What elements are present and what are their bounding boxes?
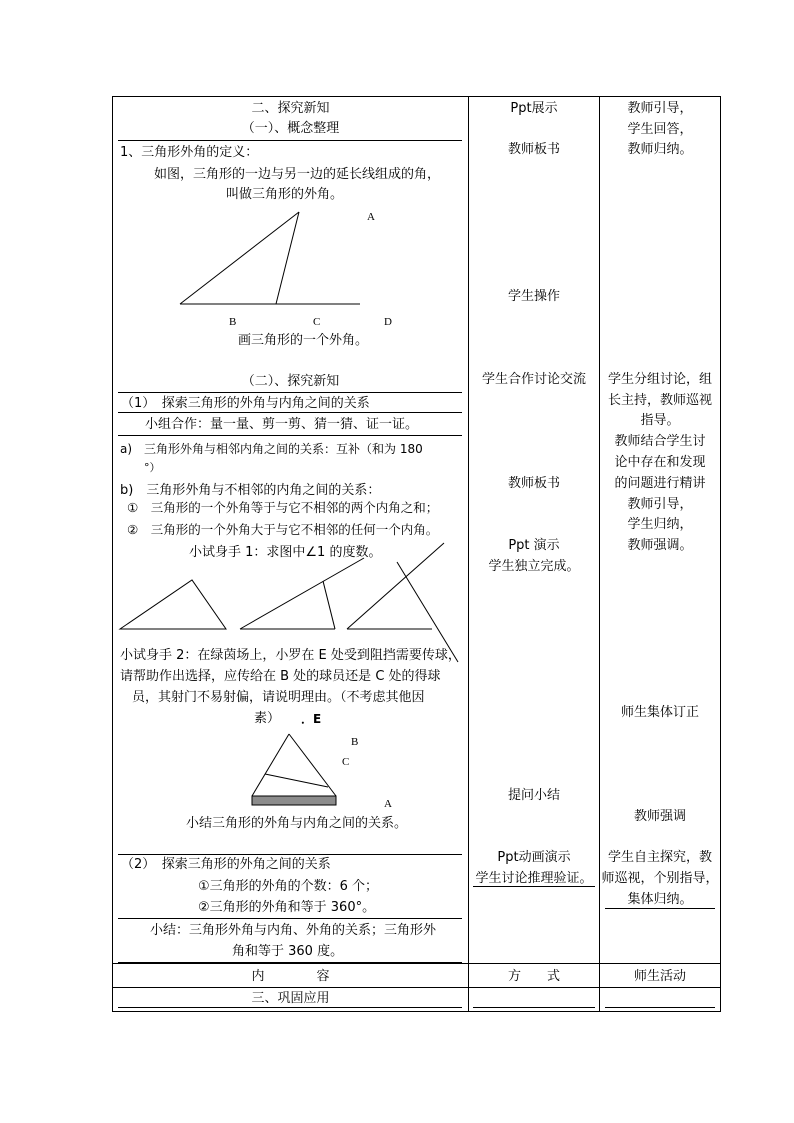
draw-task: 画三角形的一个外角。: [238, 333, 369, 348]
activity-17: 集体归纳。: [627, 892, 693, 907]
activity-13: 师生集体订正: [620, 705, 699, 720]
exercise-2-line-4: 素）: [254, 711, 281, 726]
label-a: A: [367, 211, 375, 223]
activity-9: 的问题进行精讲: [614, 476, 706, 491]
activity-7: 教师结合学生讨: [614, 434, 706, 449]
method-ppt-animation: Ppt动画演示: [497, 850, 571, 865]
segment-b-a: [180, 212, 299, 304]
subsection-concepts: （一）、概念整理: [241, 121, 340, 136]
label-c: C: [313, 316, 321, 328]
method-board-1: 教师板书: [507, 142, 560, 157]
definition-line-1: 如图，三角形的一边与另一边的延长线组成的角，: [154, 167, 441, 182]
method-cooperate: 学生合作讨论交流: [481, 372, 586, 387]
goal-bar: [252, 796, 336, 805]
label-c-soccer: C: [342, 756, 350, 768]
relation-b-1: ① 三角形的一个外角等于与它不相邻的两个内角之和；: [127, 500, 439, 515]
exercise-2-line-3: 员，其射门不易射偏，请说明理由。（不考虑其他因: [132, 690, 425, 705]
activity-2: 学生回答，: [627, 122, 693, 137]
header-content: 内 容: [251, 969, 330, 984]
method-reasoning: 学生讨论推理验证。: [475, 871, 593, 886]
method-independent: 学生独立完成。: [488, 559, 580, 574]
activity-16: 师巡视，个别指导，: [601, 871, 719, 886]
activity-4: 学生分组讨论，组: [607, 372, 712, 387]
relation-b-2: ② 三角形的一个外角大于与它不相邻的任何一个内角。: [127, 522, 439, 537]
activity-6: 指导。: [640, 413, 680, 428]
activity-12: 教师强调。: [627, 538, 693, 553]
section-consolidate: 三、巩固应用: [251, 991, 330, 1006]
relation-b-line: b) 三角形外角与不相邻的内角之间的关系：: [120, 483, 381, 498]
explore-2-title: （2） 探索三角形的外角之间的关系: [121, 857, 331, 872]
label-b-soccer: B: [351, 736, 359, 748]
line-e-left: [252, 734, 289, 796]
summary-2-line-1: 小结：三角形外角与内角、外角的关系；三角形外: [150, 923, 437, 938]
definition-line-2: 叫做三角形的外角。: [226, 187, 344, 202]
header-activity: 师生活动: [633, 969, 686, 984]
triangle-1: [120, 580, 226, 629]
exterior-sum: ②三角形的外角和等于 360°。: [198, 900, 376, 915]
definition-title: 1、三角形外角的定义：: [120, 145, 259, 160]
activity-3: 教师归纳。: [627, 142, 693, 157]
activity-8: 论中存在和发现: [614, 455, 706, 470]
activity-15: 学生自主探究，教: [607, 850, 712, 865]
exercise-2-line-2: 请帮助作出选择，应传给在 B 处的球员还是 C 处的得球: [120, 669, 441, 684]
label-e: ．E: [301, 712, 322, 726]
triangle-3-extension: [397, 562, 458, 662]
line-e-right: [289, 734, 336, 796]
segment-a-c: [276, 212, 299, 304]
method-board-2: 教师板书: [507, 476, 560, 491]
summary-2-line-2: 角和等于 360 度。: [232, 944, 344, 959]
soccer-figure: [252, 734, 336, 805]
explore-1-title: （1） 探索三角形的外角与内角之间的关系: [121, 396, 370, 411]
activity-1: 教师引导，: [627, 101, 693, 116]
activity-10: 教师引导，: [627, 497, 693, 512]
line-c: [265, 774, 328, 787]
section-title: 二、探究新知: [251, 101, 330, 116]
exercise-2-line-1: 小试身手 2：在绿茵场上，小罗在 E 处受到阻挡需要传球，: [120, 648, 461, 663]
exterior-angle-figure: [180, 212, 360, 304]
exercise-1: 小试身手 1：求图中∠1 的度数。: [189, 545, 382, 560]
activity-11: 学生归纳，: [627, 517, 693, 532]
summary-1: 小结三角形的外角与内角之间的关系。: [186, 816, 408, 831]
method-question-summary: 提问小结: [507, 788, 560, 803]
relation-a-line-1: a) 三角形外角与相邻内角之间的关系：互补（和为 180: [120, 442, 423, 456]
group-work: 小组合作：量一量、剪一剪、猜一猜、证一证。: [145, 417, 419, 432]
label-d: D: [384, 316, 392, 328]
triangle-2-side: [240, 558, 364, 629]
label-b: B: [229, 316, 237, 328]
method-student-operate: 学生操作: [507, 289, 560, 304]
subsection-explore: （二）、探究新知: [241, 374, 340, 389]
relation-a-line-2: °）: [144, 461, 161, 474]
exterior-count: ①三角形的外角的个数：6 个；: [198, 879, 379, 894]
activity-5: 长主持，教师巡视: [607, 393, 712, 408]
method-ppt-show: Ppt展示: [510, 101, 558, 116]
label-a-soccer: A: [384, 798, 392, 810]
triangle-2-cevian: [323, 581, 335, 629]
activity-14: 教师强调: [633, 809, 686, 824]
method-ppt-demo: Ppt 演示: [508, 538, 560, 553]
header-method: 方 式: [507, 969, 560, 984]
